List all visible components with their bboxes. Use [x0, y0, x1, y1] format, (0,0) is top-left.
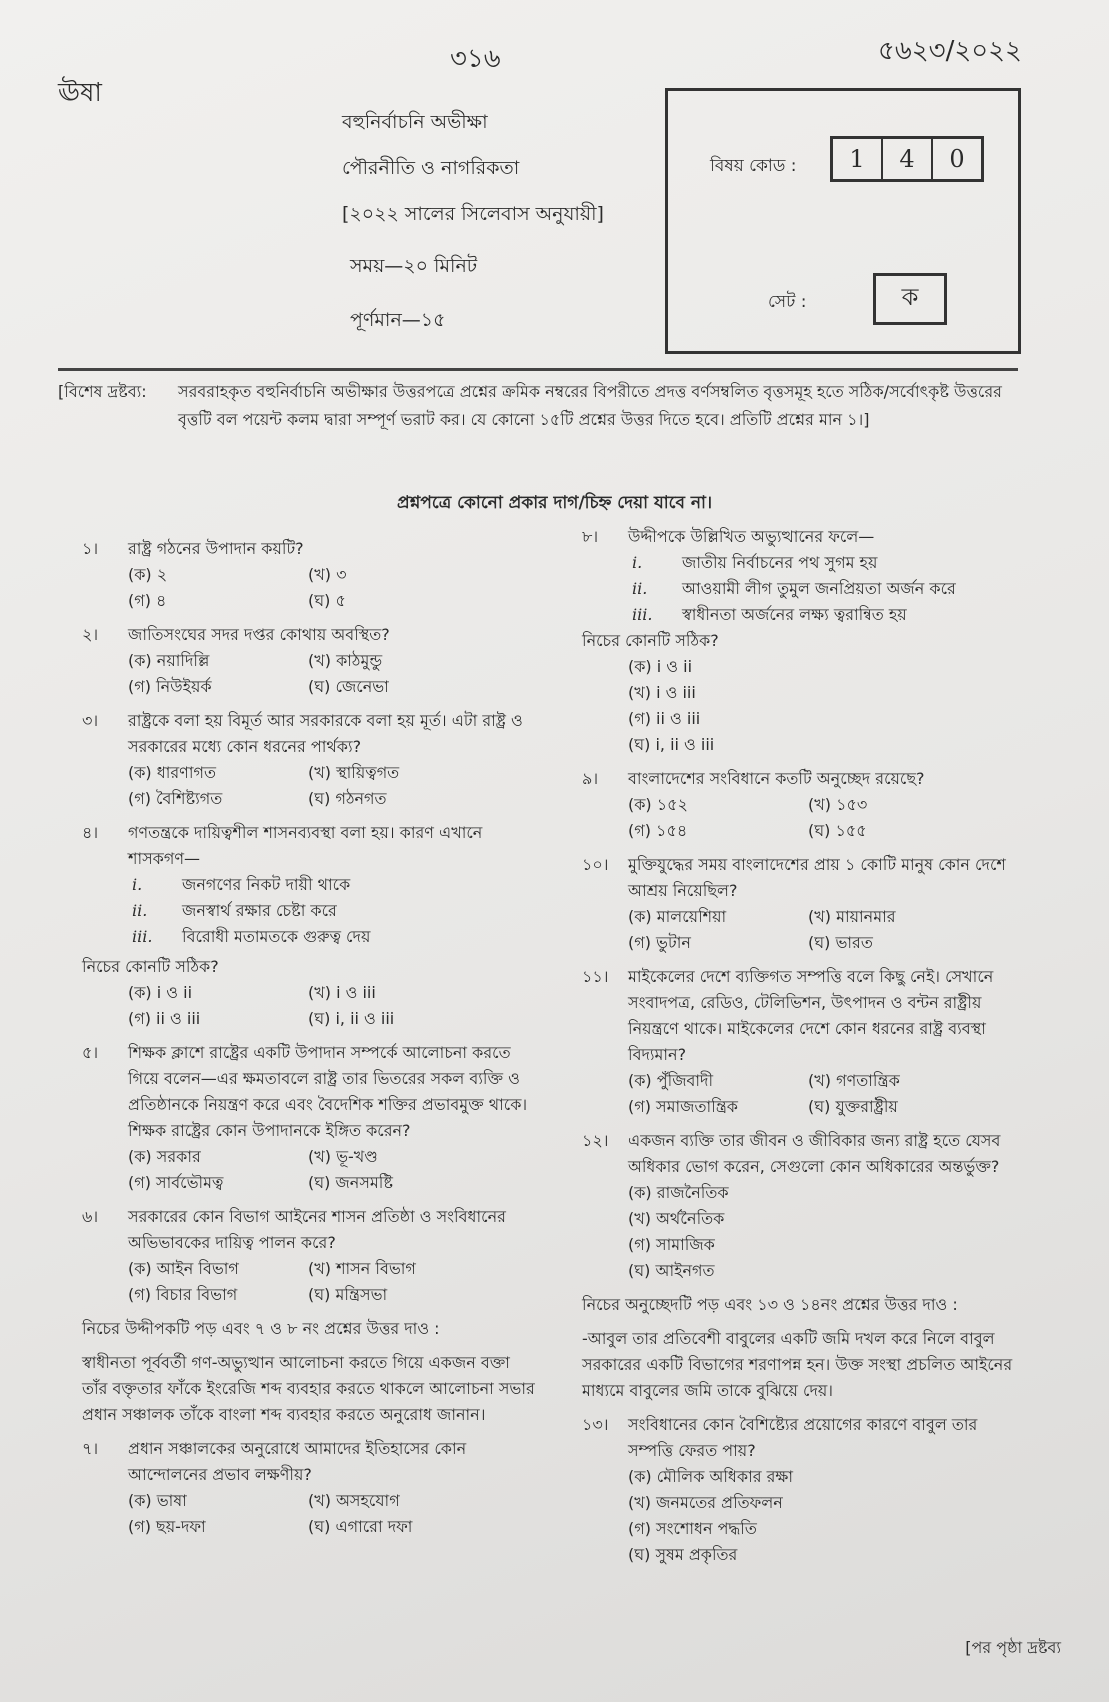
option: (ঘ) জেনেভা [308, 677, 389, 696]
option: (গ) ii ও iii [628, 709, 701, 728]
subject-code-cells [830, 136, 984, 182]
question-text: গণতন্ত্রকে দায়িত্বশীল শাসনব্যবস্থা বলা হয়। কারণ এখানে শাসকগণ— [128, 823, 483, 868]
question-6 [82, 1204, 537, 1308]
option: (ক) i ও ii [128, 983, 193, 1002]
question-text: একজন ব্যক্তি তার জীবন ও জীবিকার জন্য রাষ্ট্র হতে যেসব অধিকার ভোগ করেন, সেগুলো কোন অধিকারের অন্তর্ভুক্ত? [628, 1131, 1001, 1176]
time-limit: সময়—২০ মিনিট [350, 255, 478, 277]
question-number: ৮। [582, 527, 599, 546]
question-text: মুক্তিযুদ্ধের সময় বাংলাদেশের প্রায় ১ কোটি মানুষ কোন দেশে আশ্রয় নিয়েছিল? [628, 855, 1006, 900]
stimulus-text: -আবুল তার প্রতিবেশী বাবুলের একটি জমি দখল করে নিলে বাবুল সরকারের একটি বিভাগের শরণাপন্ন হন। উক্ত সংস্থা প্রচলিত আইনের মাধ্যমে বাবুলের জমি তাকে বুঝিয়ে দেয়। [582, 1329, 1013, 1400]
question-number: ৯। [582, 769, 599, 788]
reference-number: ৫৬২৩/২০২২ [878, 36, 1022, 66]
option: (খ) স্থায়িত্বগত [308, 763, 400, 782]
full-marks: পূর্ণমান—১৫ [350, 309, 446, 331]
question-text: উদ্দীপকে উল্লিখিত অভ্যুত্থানের ফলে— [628, 527, 875, 546]
right-column [582, 524, 1022, 1576]
set-cell [873, 273, 947, 325]
question-10 [582, 852, 1022, 956]
no-marks-banner: প্রশ্নপত্রে কোনো প্রকার দাগ/চিহ্ন দেয়া যাবে না। [396, 493, 713, 513]
which-correct: নিচের কোনটি সঠিক? [582, 631, 719, 650]
set-value: ক [901, 283, 919, 311]
option: (ক) পুঁজিবাদী [628, 1071, 714, 1090]
option: (ক) i ও ii [628, 657, 693, 676]
option: (ক) নয়াদিল্লি [128, 651, 210, 670]
subject-code-digit: 4 [883, 139, 933, 179]
set-label: সেট : [768, 292, 807, 312]
option: (ক) রাজনৈতিক [628, 1183, 729, 1202]
option: (খ) গণতান্ত্রিক [808, 1071, 900, 1090]
roman-numeral: iii. [132, 927, 153, 946]
option: (খ) মায়ানমার [808, 907, 896, 926]
statement: জনস্বার্থ রক্ষার চেষ্টা করে [182, 901, 337, 920]
option: (ক) ভাষা [128, 1491, 187, 1510]
option: (ঘ) i, ii ও iii [308, 1009, 395, 1028]
option: (খ) ৩ [308, 565, 347, 584]
code-box [665, 88, 1021, 354]
question-13 [582, 1412, 1022, 1568]
option: (গ) ii ও iii [128, 1009, 201, 1028]
question-number: ৩। [82, 711, 99, 730]
subject-title: পৌরনীতি ও নাগরিকতা [342, 157, 520, 179]
question-3 [82, 708, 537, 812]
statement: বিরোধী মতামতকে গুরুত্ব দেয় [182, 927, 371, 946]
question-number: ১৩। [582, 1415, 609, 1434]
option: (ঘ) এগারো দফা [308, 1517, 413, 1536]
option: (ক) ১৫২ [628, 795, 688, 814]
question-number: ১০। [582, 855, 609, 874]
option: (খ) জনমতের প্রতিফলন [628, 1493, 783, 1512]
option: (গ) সমাজতান্ত্রিক [628, 1097, 738, 1116]
option: (খ) ১৫৩ [808, 795, 868, 814]
question-text: সরকারের কোন বিভাগ আইনের শাসন প্রতিষ্ঠা ও সংবিধানের অভিভাবকের দায়িত্ব পালন করে? [128, 1207, 506, 1252]
statement: জনগণের নিকট দায়ী থাকে [182, 875, 351, 894]
question-number: ১১। [582, 967, 609, 986]
question-9 [582, 766, 1022, 844]
roman-numeral: i. [632, 553, 643, 572]
question-4 [82, 820, 537, 1032]
statement: জাতীয় নির্বাচনের পথ সুগম হয় [682, 553, 878, 572]
roman-numeral: iii. [632, 605, 653, 624]
option: (গ) ১৫৪ [628, 821, 688, 840]
question-text: প্রধান সঞ্চালকের অনুরোধে আমাদের ইতিহাসের কোন আন্দোলনের প্রভাব লক্ষণীয়? [128, 1439, 467, 1484]
stimulus-heading: নিচের উদ্দীপকটি পড় এবং ৭ ও ৮ নং প্রশ্নের উত্তর দাও : [82, 1319, 440, 1338]
option: (গ) সামাজিক [628, 1235, 715, 1254]
stimulus-heading: নিচের অনুচ্ছেদটি পড় এবং ১৩ ও ১৪নং প্রশ্নের উত্তর দাও : [582, 1295, 958, 1314]
which-correct: নিচের কোনটি সঠিক? [82, 957, 219, 976]
option: (ক) ২ [128, 565, 168, 584]
question-text: শিক্ষক ক্লাশে রাষ্ট্রের একটি উপাদান সম্পর্কে আলোচনা করতে গিয়ে বলেন—এর ক্ষমতাবলে রাষ্ট্র তার ভিতরের সকল ব্যক্তি ও প্রতিষ্ঠানকে নিয়ন্ত্রণ করে এবং বৈদেশিক শক্তির প্রভাবমুক্ত থাকে। শিক্ষক রাষ্ট্রের কোন উপাদানকে ইঙ্গিত করেন? [128, 1043, 528, 1140]
statement: আওয়ামী লীগ তুমুল জনপ্রিয়তা অর্জন করে [682, 579, 956, 598]
left-mark: ঊষা [58, 78, 102, 108]
option: (ঘ) গঠনগত [308, 789, 387, 808]
roman-numeral: ii. [632, 579, 648, 598]
question-number: ২। [82, 625, 99, 644]
roman-numeral: i. [132, 875, 143, 894]
question-text: জাতিসংঘের সদর দপ্তর কোথায় অবস্থিত? [128, 625, 390, 644]
option: (ঘ) জনসমষ্টি [308, 1173, 393, 1192]
option: (গ) নিউইয়র্ক [128, 677, 212, 696]
option: (খ) অর্থনৈতিক [628, 1209, 725, 1228]
option: (ক) মালয়েশিয়া [628, 907, 727, 926]
question-7 [82, 1436, 537, 1540]
question-number: ৭। [82, 1439, 99, 1458]
subject-code-digit: 0 [949, 145, 965, 173]
option: (খ) শাসন বিভাগ [308, 1259, 416, 1278]
note-lead: [বিশেষ দ্রষ্টব্য: [58, 382, 147, 401]
question-12 [582, 1128, 1022, 1284]
option: (ঘ) i, ii ও iii [628, 735, 715, 754]
option: (ঘ) আইনগত [628, 1261, 715, 1280]
option: (ঘ) মন্ত্রিসভা [308, 1285, 388, 1304]
roman-numeral: ii. [132, 901, 148, 920]
question-1 [82, 536, 537, 614]
option: (গ) সার্বভৌমত্ব [128, 1173, 224, 1192]
statement: স্বাধীনতা অর্জনের লক্ষ্য ত্বরান্বিত হয় [682, 605, 907, 624]
option: (গ) ৪ [128, 591, 167, 610]
option: (খ) কাঠমুন্ডু [308, 651, 383, 670]
question-number: ৫। [82, 1043, 99, 1062]
option: (গ) ছয়-দফা [128, 1517, 206, 1536]
option: (গ) বৈশিষ্ট্যগত [128, 789, 223, 808]
option: (ঘ) ভারত [808, 933, 873, 952]
option: (ক) সরকার [128, 1147, 201, 1166]
option: (ঘ) যুক্তরাষ্ট্রীয় [808, 1097, 898, 1116]
option: (খ) i ও iii [308, 983, 376, 1002]
stimulus-text: স্বাধীনতা পূর্ববর্তী গণ-অভ্যুত্থান আলোচনা করতে গিয়ে একজন বক্তা তাঁর বক্তৃতার ফাঁকে ইংরেজি শব্দ ব্যবহার করতে থাকলে আলোচনা সভার প্রধান সঞ্চালক তাঁকে বাংলা শব্দ ব্যবহার করতে অনুরোধ জানান। [82, 1353, 535, 1424]
option: (ঘ) ৫ [308, 591, 346, 610]
left-column [82, 536, 537, 1548]
top-code: ৩১৬ [450, 44, 501, 74]
option: (ঘ) সুষম প্রকৃতির [628, 1545, 738, 1564]
option: (খ) ভূ-খণ্ড [308, 1147, 378, 1166]
option: (ক) ধারণাগত [128, 763, 216, 782]
subject-code-digit: 1 [833, 139, 883, 179]
question-text: রাষ্ট্রকে বলা হয় বিমূর্ত আর সরকারকে বলা হয় মূর্ত। এটা রাষ্ট্র ও সরকারের মধ্যে কোন ধরনের পার্থক্য? [128, 711, 523, 756]
question-number: ৬। [82, 1207, 99, 1226]
question-number: ১। [82, 539, 99, 558]
question-text: রাষ্ট্র গঠনের উপাদান কয়টি? [128, 539, 304, 558]
question-text: সংবিধানের কোন বৈশিষ্ট্যের প্রয়োগের কারণে বাবুল তার সম্পত্তি ফেরত পায়? [628, 1415, 978, 1460]
question-number: ১২। [582, 1131, 609, 1150]
next-page-note: [পর পৃষ্ঠা দ্রষ্টব্য [965, 1638, 1061, 1657]
option: (খ) i ও iii [628, 683, 696, 702]
question-text: বাংলাদেশের সংবিধানে কতটি অনুচ্ছেদ রয়েছে? [628, 769, 925, 788]
exam-type: বহুনির্বাচনি অভীক্ষা [342, 111, 488, 133]
option: (গ) বিচার বিভাগ [128, 1285, 238, 1304]
option: (গ) সংশোধন পদ্ধতি [628, 1519, 757, 1538]
question-11 [582, 964, 1022, 1120]
option: (ঘ) ১৫৫ [808, 821, 867, 840]
question-5 [82, 1040, 537, 1196]
question-number: ৪। [82, 823, 99, 842]
note-body: সরবরাহকৃত বহুনির্বাচনি অভীক্ষার উত্তরপত্রে প্রশ্নের ক্রমিক নম্বরের বিপরীতে প্রদত্ত বর্ণসম্বলিত বৃত্তসমূহ হতে সঠিক/সর্বোৎকৃষ্ট উত্তরের বৃত্তটি বল পয়েন্ট কলম দ্বারা সম্পূর্ণ ভরাট কর। যে কোনো ১৫টি প্রশ্নের উত্তর দিতে হবে। প্রতিটি প্রশ্নের মান ১।] [178, 382, 1002, 429]
syllabus-note: [২০২২ সালের সিলেবাস অনুযায়ী] [342, 203, 604, 225]
question-2 [82, 622, 537, 700]
option: (গ) ভুটান [628, 933, 691, 952]
option: (ক) আইন বিভাগ [128, 1259, 239, 1278]
option: (খ) অসহযোগ [308, 1491, 400, 1510]
option: (ক) মৌলিক অধিকার রক্ষা [628, 1467, 794, 1486]
question-text: মাইকেলের দেশে ব্যক্তিগত সম্পত্তি বলে কিছু নেই। সেখানে সংবাদপত্র, রেডিও, টেলিভিশন, উৎপাদন ও বন্টন রাষ্ট্রীয় নিয়ন্ত্রণে থাকে। মাইকেলের দেশে কোন ধরনের রাষ্ট্র ব্যবস্থা বিদ্যমান? [628, 967, 994, 1064]
subject-code-label: বিষয় কোড : [710, 156, 797, 176]
header-divider [58, 368, 1018, 371]
question-8 [582, 524, 1022, 758]
